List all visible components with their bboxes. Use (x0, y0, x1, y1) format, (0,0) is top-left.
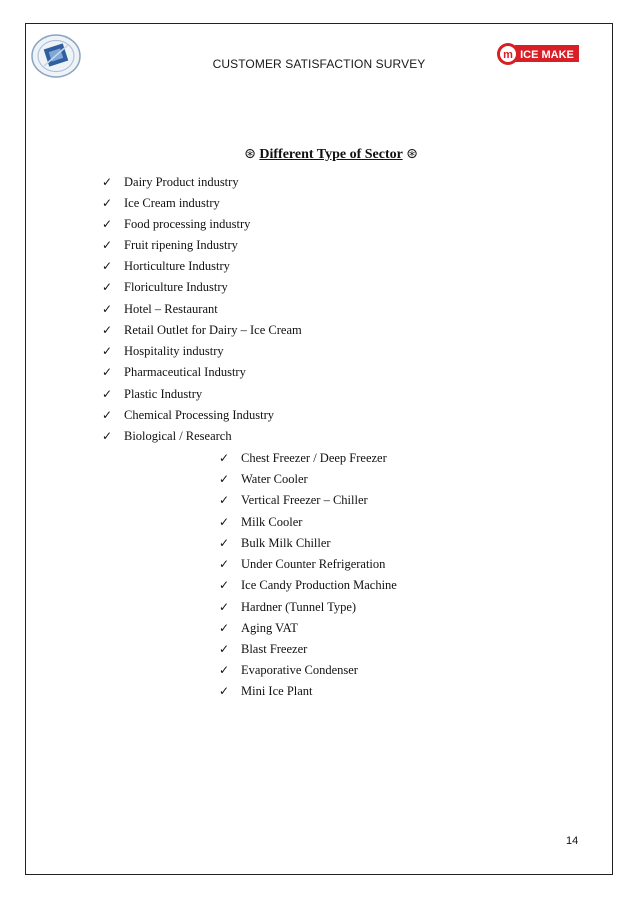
list-item-label: Hardner (Tunnel Type) (241, 600, 357, 614)
list-item-label: Bulk Milk Chiller (241, 536, 331, 550)
list-item (219, 577, 397, 593)
list-item-label: Floriculture Industry (124, 280, 228, 294)
list-item-label: Retail Outlet for Dairy – Ice Cream (124, 323, 302, 337)
list-item-label: Water Cooler (241, 472, 308, 486)
list-item (102, 364, 246, 380)
list-item-label: Mini Ice Plant (241, 684, 313, 698)
checkmark-icon: ✓ (219, 600, 230, 614)
list-item (219, 641, 307, 657)
checkmark-icon: ✓ (219, 451, 230, 465)
list-item-label: Aging VAT (241, 621, 298, 635)
checkmark-icon: ✓ (219, 663, 230, 677)
checkmark-icon: ✓ (102, 408, 113, 422)
checkmark-icon: ✓ (219, 472, 230, 486)
list-item-label: Food processing industry (124, 217, 251, 231)
list-item (102, 258, 230, 274)
checkmark-icon: ✓ (102, 429, 113, 443)
list-item (219, 514, 302, 530)
checkmark-icon: ✓ (102, 344, 113, 358)
checkmark-icon: ✓ (102, 217, 113, 231)
list-item-label: Fruit ripening Industry (124, 238, 238, 252)
list-item-label: Evaporative Condenser (241, 663, 358, 677)
list-item-label: Milk Cooler (241, 515, 303, 529)
checkmark-icon: ✓ (102, 323, 113, 337)
list-item-label: Ice Cream industry (124, 196, 220, 210)
list-item (219, 620, 298, 636)
section-heading (0, 146, 638, 163)
list-item-label: Pharmaceutical Industry (124, 365, 246, 379)
list-item-label: Dairy Product industry (124, 175, 239, 189)
list-item (102, 407, 274, 423)
checkmark-icon: ✓ (102, 238, 113, 252)
list-item (219, 492, 368, 508)
checkmark-icon: ✓ (102, 259, 113, 273)
list-item-label: Chest Freezer / Deep Freezer (241, 451, 387, 465)
list-item (219, 535, 331, 551)
list-item-label: Horticulture Industry (124, 259, 230, 273)
checkmark-icon: ✓ (219, 557, 230, 571)
list-item-label: Blast Freezer (241, 642, 308, 656)
checkmark-icon: ✓ (102, 196, 113, 210)
list-item (102, 386, 202, 402)
checkmark-icon: ✓ (219, 578, 230, 592)
list-item (102, 343, 224, 359)
decorative-symbol-icon: ⊛ (244, 146, 256, 162)
checkmark-icon: ✓ (102, 280, 113, 294)
list-item-label: Chemical Processing Industry (124, 408, 274, 422)
list-item (102, 428, 232, 444)
list-item-label: Biological / Research (124, 429, 232, 443)
list-item (102, 174, 239, 190)
brand-name: ICE MAKE (520, 49, 574, 61)
list-item-label: Hotel – Restaurant (124, 302, 218, 316)
list-item (102, 216, 250, 232)
checkmark-icon: ✓ (219, 493, 230, 507)
checkmark-icon: ✓ (219, 642, 230, 656)
decorative-symbol-icon: ⊛ (406, 146, 418, 162)
list-item (219, 662, 358, 678)
checkmark-icon: ✓ (219, 515, 230, 529)
checkmark-icon: ✓ (102, 175, 113, 189)
list-item (219, 683, 313, 699)
institution-logo (30, 33, 82, 79)
page-number: 14 (566, 835, 579, 847)
checkmark-icon: ✓ (102, 387, 113, 401)
checkmark-icon: ✓ (219, 536, 230, 550)
list-item (102, 301, 218, 317)
list-item (102, 195, 220, 211)
header-title: CUSTOMER SATISFACTION SURVEY (212, 57, 426, 71)
list-item-label: Plastic Industry (124, 387, 203, 401)
list-item (102, 322, 302, 338)
checkmark-icon: ✓ (102, 365, 113, 379)
list-item (219, 471, 308, 487)
list-item-label: Vertical Freezer – Chiller (241, 493, 368, 507)
list-item (219, 450, 387, 466)
list-item (102, 237, 238, 253)
brand-mark-letter: m (503, 49, 513, 61)
list-item (219, 556, 385, 572)
list-item-label: Under Counter Refrigeration (241, 557, 386, 571)
section-title: Different Type of Sector (259, 147, 403, 162)
list-item (102, 279, 228, 295)
list-item-label: Hospitality industry (124, 344, 224, 358)
list-item-label: Ice Candy Production Machine (241, 578, 397, 592)
checkmark-icon: ✓ (102, 302, 113, 316)
ice-make-logo (495, 40, 579, 68)
checkmark-icon: ✓ (219, 684, 230, 698)
list-item (219, 599, 356, 615)
checkmark-icon: ✓ (219, 621, 230, 635)
